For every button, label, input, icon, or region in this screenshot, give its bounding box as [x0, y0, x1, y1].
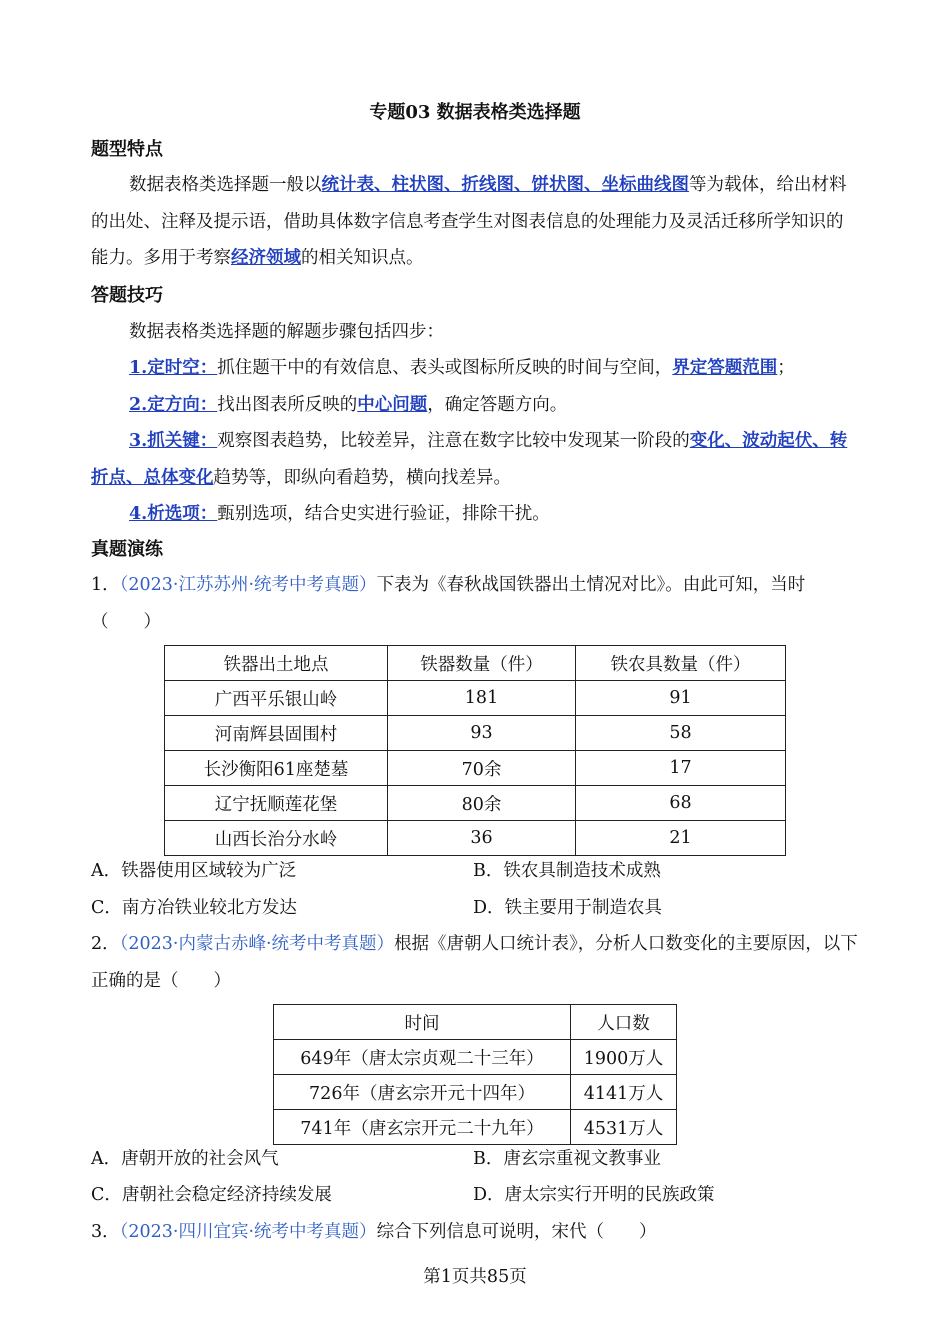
step-1-text: 抓住题干中的有效信息、表头或图标所反映的时间与空间， [217, 358, 673, 378]
table-cell: 辽宁抚顺莲花堡 [165, 786, 388, 821]
table-cell: 70余 [388, 751, 576, 786]
features-text-c: 的相关知识点。 [301, 248, 424, 268]
table-header-cell: 时间 [274, 1005, 571, 1040]
question-1-number: 1． [91, 575, 120, 595]
question-2-table [273, 1004, 677, 1145]
question-2-number: 2． [91, 934, 120, 954]
question-1-text: 下表为《春秋战国铁器出土情况对比》。由此可知，当时（ ） [91, 575, 806, 632]
table-cell: 河南辉县固围村 [165, 716, 388, 751]
step-1-label: 1.定时空： [129, 358, 218, 378]
table-row [274, 1075, 677, 1110]
section-heading-techniques: 答题技巧 [91, 285, 163, 306]
question-2-option-b[interactable]: B．唐玄宗重视文教事业 [473, 1149, 661, 1169]
table-cell: 726年（唐玄宗开元十四年） [274, 1075, 571, 1110]
step-2-keyword: 中心问题 [357, 395, 428, 415]
table-header-row [165, 646, 786, 681]
question-1-option-b[interactable]: B．铁农具制造技术成熟 [473, 861, 661, 881]
question-3-stem [91, 1220, 657, 1244]
table-row [274, 1040, 677, 1075]
question-2-option-d[interactable]: D．唐太宗实行开明的民族政策 [473, 1185, 715, 1205]
page-title: 专题03 数据表格类选择题 [369, 102, 581, 123]
section-heading-features: 题型特点 [91, 139, 163, 160]
question-1-option-c[interactable]: C．南方冶铁业较北方发达 [91, 898, 297, 918]
table-cell: 181 [388, 681, 576, 716]
table-row [165, 786, 786, 821]
question-2-source: （2023·内蒙古赤峰·统考中考真题） [119, 934, 395, 954]
table-cell: 68 [576, 786, 786, 821]
table-cell: 741年（唐玄宗开元二十九年） [274, 1110, 571, 1145]
question-1-stem [91, 567, 859, 640]
table-header-cell: 铁器数量（件） [388, 646, 576, 681]
table-cell: 93 [388, 716, 576, 751]
step-1-keyword: 界定答题范围 [672, 358, 778, 378]
section-heading-practice: 真题演练 [91, 539, 163, 560]
question-1-table [164, 645, 786, 856]
features-keyword-economy: 经济领域 [231, 248, 301, 268]
step-2 [129, 393, 567, 417]
table-row [274, 1110, 677, 1145]
step-3-end: 趋势等，即纵向看趋势，横向找差异。 [213, 467, 511, 488]
table-cell: 17 [576, 751, 786, 786]
table-header-cell: 铁器出土地点 [165, 646, 388, 681]
step-3-label: 3.抓关键： [129, 431, 218, 451]
question-1-option-a[interactable]: A．铁器使用区域较为广泛 [91, 861, 297, 881]
step-4-text: 甄别选项，结合史实进行验证，排除干扰。 [217, 504, 550, 524]
table-row [165, 681, 786, 716]
table-header-cell: 人口数 [571, 1005, 677, 1040]
techniques-intro: 数据表格类选择题的解题步骤包括四步： [129, 322, 444, 342]
features-text-b: 等为载体，给出材料的出处、注释及提示语，借助具体数字信息考查学生对图表信息的处理能力及灵活迁移所学知识的能力。多用于考察 [91, 175, 847, 268]
table-cell: 1900万人 [571, 1040, 677, 1075]
table-cell: 长沙衡阳61座楚墓 [165, 751, 388, 786]
question-2-stem [91, 926, 859, 999]
step-2-text: 找出图表所反映的 [217, 395, 358, 415]
step-3 [91, 423, 859, 496]
step-3-keyword: 变化、波动起伏、转折点、总体变化 [91, 431, 848, 488]
step-1 [129, 356, 795, 380]
table-cell: 58 [576, 716, 786, 751]
question-2-option-a[interactable]: A．唐朝开放的社会风气 [91, 1149, 279, 1169]
features-paragraph [91, 167, 859, 277]
table-cell: 广西平乐银山岭 [165, 681, 388, 716]
step-1-end: ； [777, 358, 795, 378]
table-cell: 91 [576, 681, 786, 716]
step-4-label: 4.析选项： [129, 504, 218, 524]
table-cell: 山西长治分水岭 [165, 821, 388, 856]
table-header-row [274, 1005, 677, 1040]
table-header-cell: 铁农具数量（件） [576, 646, 786, 681]
question-1-source: （2023·江苏苏州·统考中考真题） [119, 575, 377, 595]
table-cell: 649年（唐太宗贞观二十三年） [274, 1040, 571, 1075]
step-3-text: 观察图表趋势，比较差异，注意在数字比较中发现某一阶段的 [217, 431, 690, 451]
table-cell: 21 [576, 821, 786, 856]
step-2-label: 2.定方向： [129, 395, 218, 415]
step-4 [129, 502, 550, 526]
question-1-option-d[interactable]: D．铁主要用于制造农具 [473, 898, 663, 918]
question-3-number: 3． [91, 1222, 120, 1242]
step-2-end: ，确定答题方向。 [427, 395, 568, 415]
features-text-a: 数据表格类选择题一般以 [129, 175, 322, 195]
table-cell: 36 [388, 821, 576, 856]
table-cell: 80余 [388, 786, 576, 821]
features-keyword-charts: 统计表、柱状图、折线图、饼状图、坐标曲线图 [321, 175, 689, 195]
question-2-option-c[interactable]: C．唐朝社会稳定经济持续发展 [91, 1185, 332, 1205]
table-cell: 4141万人 [571, 1075, 677, 1110]
table-row [165, 821, 786, 856]
question-2-text: 根据《唐朝人口统计表》，分析人口数变化的主要原因，以下正确的是（ ） [91, 934, 858, 991]
question-3-source: （2023·四川宜宾·统考中考真题） [119, 1222, 377, 1242]
table-cell: 4531万人 [571, 1110, 677, 1145]
table-row [165, 751, 786, 786]
question-3-text: 综合下列信息可说明，宋代（ ） [376, 1222, 657, 1242]
page-footer: 第1页共85页 [423, 1267, 527, 1287]
table-row [165, 716, 786, 751]
